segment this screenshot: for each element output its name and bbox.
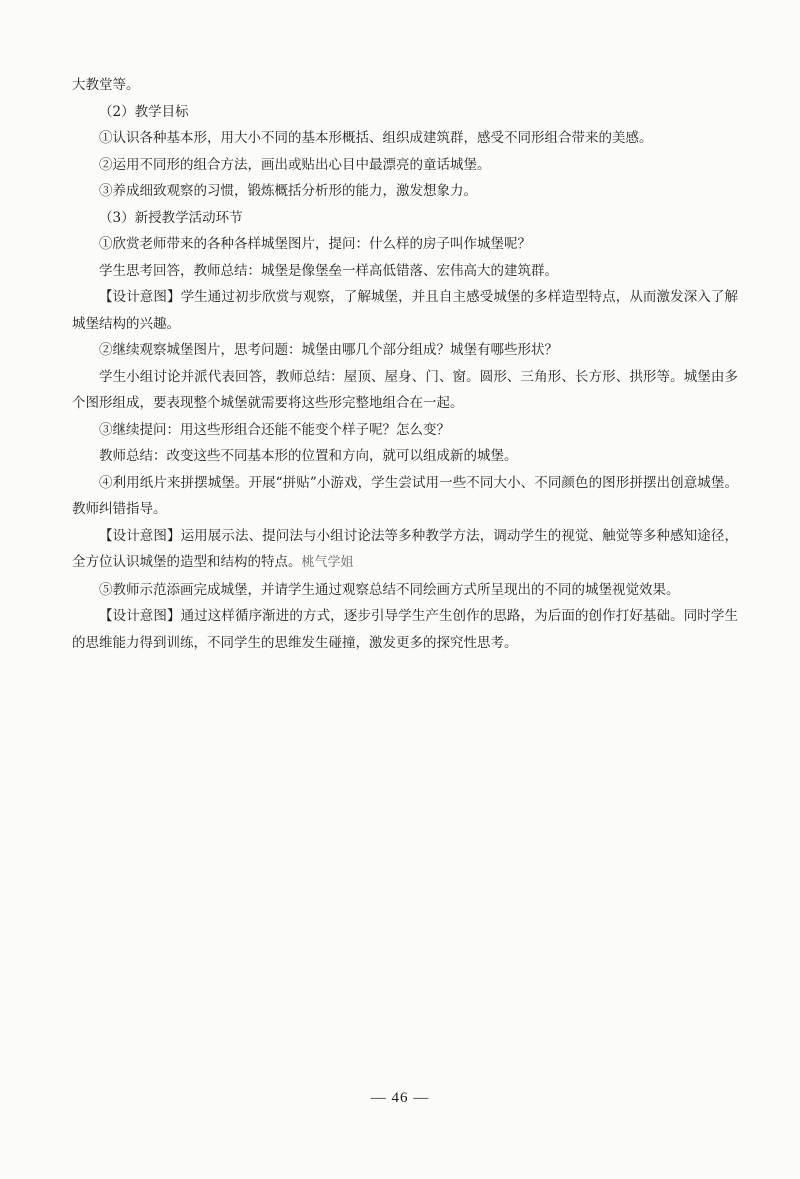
design-intent-2-text: 【设计意图】运用展示法、提问法与小组讨论法等多种教学方法，调动学生的视觉、触觉等多种感知途径，全方位认识城堡的造型和结构的特点。 [72,527,738,570]
activity-step-1-answer: 学生思考回答，教师总结：城堡是像堡垒一样高低错落、宏伟高大的建筑群。 [99,262,558,279]
activity-step-5: ⑤教师示范添画完成城堡，并请学生通过观察总结不同绘画方式所呈现出的不同的城堡视觉效果。 [99,581,680,598]
activity-step-3: ③继续提问：用这些形组合还能不能变个样子呢？怎么变？ [99,421,450,438]
activity-step-2-answer: 学生小组讨论并派代表回答，教师总结：屋顶、屋身、门、窗。圆形、三角形、长方形、拱形等。城堡由多个图形组成，要表现整个城堡就需要将这些形完整地组合在一起。 [72,368,738,411]
document-body [72,72,738,656]
objective-item-1: ①认识各种基本形，用大小不同的基本形概括、组织成建筑群，感受不同形组合带来的美感。 [99,130,653,146]
activity-step-3-answer: 教师总结：改变这些不同基本形的位置和方向，就可以组成新的城堡。 [99,448,518,464]
page-number: — 46 — [370,1090,430,1106]
design-intent-3: 【设计意图】通过这样循序渐进的方式，逐步引导学生产生创作的思路，为后面的创作打好基础。同时学生的思维能力得到训练，不同学生的思维发生碰撞，激发更多的探究性思考。 [72,608,738,651]
section-heading-activities: （3）新授教学活动环节 [99,209,243,226]
section-heading-objectives: （2）教学目标 [99,103,189,120]
paragraph-continuation: 大教堂等。 [72,77,140,93]
watermark-text: 桃气学姐 [301,555,354,570]
objective-item-3: ③养成细致观察的习惯，锻炼概括分析形的能力，激发想象力。 [99,183,477,199]
objective-item-2: ②运用不同形的组合方法，画出或贴出心目中最漂亮的童话城堡。 [99,156,491,173]
design-intent-1: 【设计意图】学生通过初步欣赏与观察，了解城堡，并且自主感受城堡的多样造型特点，从而激发深入了解城堡结构的兴趣。 [72,289,738,332]
activity-step-2: ②继续观察城堡图片，思考问题：城堡由哪几个部分组成？城堡有哪些形状？ [99,342,558,358]
activity-step-1: ①欣赏老师带来的各种各样城堡图片，提问：什么样的房子叫作城堡呢？ [99,236,531,252]
activity-step-4: ④利用纸片来拼摆城堡。开展“拼贴”小游戏，学生尝试用一些不同大小、不同颜色的图形拼摆出创意城堡。教师纠错指导。 [72,474,738,517]
design-intent-2 [72,523,738,577]
